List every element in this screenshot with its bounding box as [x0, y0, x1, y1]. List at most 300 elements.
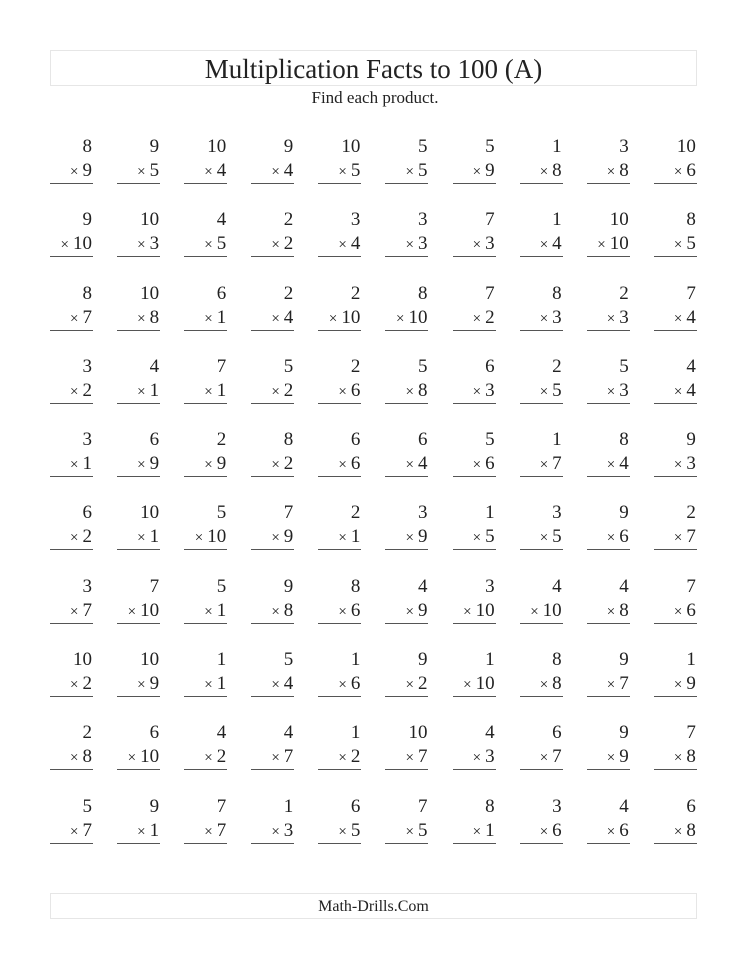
problem — [184, 501, 227, 574]
multiplier: 7 — [619, 673, 629, 695]
times-sign: × — [539, 383, 549, 400]
multiplier: 4 — [216, 160, 227, 181]
problem — [50, 135, 93, 208]
multiplier-line — [654, 232, 697, 257]
multiplicand: 7 — [149, 575, 160, 597]
multiplier-line — [453, 672, 496, 697]
problem — [587, 135, 630, 208]
multiplier-line — [50, 379, 93, 404]
multiplier: 9 — [216, 453, 227, 475]
times-sign: × — [204, 383, 213, 400]
multiplicand: 4 — [552, 575, 562, 597]
times-sign: × — [70, 310, 79, 327]
problem — [318, 135, 361, 208]
multiplier: 1 — [149, 526, 160, 548]
multiplicand: 1 — [485, 649, 495, 671]
problem — [50, 721, 93, 794]
multiplier: 8 — [686, 746, 696, 768]
multiplicand: 7 — [485, 282, 495, 304]
multiplicand: 6 — [149, 429, 160, 451]
multiplier-line — [251, 159, 294, 184]
multiplier-line — [453, 525, 496, 550]
times-sign: × — [338, 530, 347, 547]
multiplier: 4 — [686, 379, 696, 401]
multiplier: 2 — [350, 746, 361, 768]
multiplier-line — [117, 819, 160, 844]
problem — [587, 428, 630, 501]
times-sign: × — [338, 823, 347, 840]
multiplier: 7 — [552, 453, 562, 475]
multiplier-line — [251, 599, 294, 624]
multiplier: 8 — [82, 746, 92, 768]
multiplier: 10 — [609, 233, 629, 255]
multiplier-line — [385, 745, 428, 770]
times-sign: × — [539, 677, 549, 694]
multiplier-line — [520, 525, 563, 550]
times-sign: × — [606, 530, 616, 547]
multiplicand: 5 — [216, 502, 227, 524]
multiplier: 10 — [341, 306, 361, 328]
multiplicand: 8 — [552, 282, 562, 304]
multiplier: 9 — [417, 526, 428, 548]
times-sign: × — [606, 677, 616, 694]
multiplicand: 3 — [417, 209, 428, 231]
times-sign: × — [137, 310, 146, 327]
multiplier: 4 — [283, 673, 294, 695]
problem — [50, 575, 93, 648]
problem — [50, 795, 93, 868]
multiplier: 10 — [73, 233, 92, 255]
times-sign: × — [405, 677, 414, 694]
times-sign: × — [137, 457, 146, 474]
problem — [453, 648, 496, 721]
multiplicand: 8 — [417, 282, 428, 304]
multiplier-line — [251, 306, 294, 331]
times-sign: × — [137, 383, 146, 400]
multiplier: 5 — [485, 526, 495, 548]
multiplier: 10 — [140, 746, 160, 768]
multiplier-line — [453, 745, 496, 770]
multiplier: 2 — [417, 673, 428, 695]
multiplicand: 4 — [485, 722, 495, 744]
multiplier: 7 — [82, 306, 92, 328]
times-sign: × — [405, 750, 414, 767]
problem — [251, 208, 294, 281]
times-sign: × — [405, 237, 414, 254]
multiplier: 9 — [485, 160, 495, 181]
problem — [587, 721, 630, 794]
times-sign: × — [70, 530, 79, 547]
multiplicand: 3 — [485, 575, 495, 597]
multiplier: 3 — [283, 819, 294, 841]
multiplicand: 2 — [619, 282, 629, 304]
multiplier-line — [184, 819, 227, 844]
problem — [453, 428, 496, 501]
multiplicand: 9 — [619, 722, 629, 744]
problem — [453, 501, 496, 574]
multiplier-line — [654, 525, 697, 550]
times-sign: × — [137, 237, 146, 254]
times-sign: × — [204, 237, 213, 254]
times-sign: × — [597, 237, 606, 254]
multiplier-line — [453, 819, 496, 844]
multiplicand: 2 — [283, 282, 294, 304]
multiplicand: 1 — [350, 722, 361, 744]
times-sign: × — [539, 164, 549, 180]
multiplier: 7 — [82, 819, 92, 841]
multiplier: 10 — [542, 599, 562, 621]
multiplier: 1 — [149, 819, 160, 841]
multiplier: 10 — [207, 526, 227, 548]
multiplier: 9 — [82, 160, 92, 181]
multiplier-line — [184, 745, 227, 770]
multiplicand: 8 — [283, 429, 294, 451]
problem — [184, 282, 227, 355]
multiplier: 5 — [552, 526, 562, 548]
times-sign: × — [194, 530, 204, 547]
multiplier-line — [318, 452, 361, 477]
multiplicand: 4 — [619, 795, 629, 817]
multiplicand: 4 — [619, 575, 629, 597]
multiplier-line — [453, 159, 496, 184]
times-sign: × — [338, 383, 347, 400]
problem — [117, 501, 160, 574]
times-sign: × — [405, 603, 414, 620]
multiplier-line — [520, 599, 563, 624]
times-sign: × — [70, 823, 79, 840]
times-sign: × — [271, 237, 280, 254]
multiplicand: 4 — [149, 355, 160, 377]
times-sign: × — [539, 823, 549, 840]
problem — [654, 501, 697, 574]
multiplicand: 7 — [485, 209, 495, 231]
multiplier: 6 — [686, 599, 696, 621]
problem — [385, 135, 428, 208]
multiplier: 4 — [619, 453, 629, 475]
times-sign: × — [338, 677, 347, 694]
multiplier: 10 — [475, 599, 495, 621]
multiplier-line — [520, 379, 563, 404]
multiplier-line — [117, 525, 160, 550]
multiplier-line — [587, 159, 630, 184]
multiplicand: 6 — [216, 282, 227, 304]
problem — [654, 575, 697, 648]
problem — [453, 721, 496, 794]
problem — [587, 648, 630, 721]
problem — [318, 208, 361, 281]
multiplier: 2 — [283, 379, 294, 401]
multiplier-line — [385, 379, 428, 404]
problem — [117, 135, 160, 208]
multiplier-line — [251, 379, 294, 404]
multiplier-line — [587, 306, 630, 331]
multiplier: 4 — [283, 160, 294, 181]
multiplicand: 2 — [283, 209, 294, 231]
multiplicand: 1 — [283, 795, 294, 817]
problem — [50, 355, 93, 428]
multiplicand: 1 — [686, 649, 696, 671]
multiplier: 1 — [485, 819, 495, 841]
problem — [385, 648, 428, 721]
multiplier: 3 — [686, 453, 696, 475]
multiplier-line — [318, 599, 361, 624]
multiplier: 4 — [283, 306, 294, 328]
multiplier: 4 — [552, 233, 562, 255]
times-sign: × — [338, 237, 347, 254]
multiplicand: 2 — [82, 722, 92, 744]
problem — [654, 135, 697, 208]
multiplier-line — [654, 819, 697, 844]
problem — [654, 648, 697, 721]
multiplicand: 9 — [149, 136, 160, 157]
times-sign: × — [271, 750, 280, 767]
multiplier-line — [117, 306, 160, 331]
multiplicand: 4 — [216, 209, 227, 231]
multiplier-line — [385, 672, 428, 697]
multiplier-line — [251, 745, 294, 770]
multiplier: 7 — [283, 746, 294, 768]
multiplier-line — [50, 525, 93, 550]
multiplier-line — [184, 525, 227, 550]
multiplier-line — [587, 232, 630, 257]
multiplier-line — [184, 306, 227, 331]
problem — [184, 428, 227, 501]
multiplicand: 2 — [350, 355, 361, 377]
problem — [50, 208, 93, 281]
times-sign: × — [539, 310, 549, 327]
problem — [385, 282, 428, 355]
times-sign: × — [673, 750, 683, 767]
multiplier-line — [385, 452, 428, 477]
times-sign: × — [271, 603, 280, 620]
multiplier: 8 — [619, 160, 629, 181]
multiplier: 9 — [283, 526, 294, 548]
problem — [654, 282, 697, 355]
times-sign: × — [127, 603, 137, 620]
multiplier-line — [587, 745, 630, 770]
problem — [520, 355, 563, 428]
multiplicand: 8 — [350, 575, 361, 597]
multiplicand: 8 — [82, 282, 92, 304]
times-sign: × — [539, 237, 549, 254]
multiplier: 1 — [82, 453, 92, 475]
problem — [251, 795, 294, 868]
multiplier-line — [251, 525, 294, 550]
multiplier: 10 — [140, 599, 160, 621]
multiplier-line — [318, 159, 361, 184]
problem — [318, 795, 361, 868]
problem — [318, 355, 361, 428]
multiplier-line — [385, 159, 428, 184]
problem — [117, 428, 160, 501]
times-sign: × — [606, 823, 616, 840]
multiplicand: 1 — [552, 429, 562, 451]
multiplier: 9 — [149, 673, 160, 695]
multiplicand: 1 — [350, 649, 361, 671]
multiplier: 3 — [552, 306, 562, 328]
instruction-text: Find each product. — [311, 88, 439, 107]
multiplier-line — [654, 159, 697, 184]
multiplier: 6 — [686, 160, 696, 181]
problem — [184, 355, 227, 428]
multiplicand: 7 — [283, 502, 294, 524]
multiplicand: 5 — [417, 355, 428, 377]
problem — [385, 721, 428, 794]
times-sign: × — [204, 823, 213, 840]
problem — [520, 428, 563, 501]
multiplicand: 6 — [82, 502, 92, 524]
times-sign: × — [472, 457, 482, 474]
multiplicand: 1 — [552, 209, 562, 231]
problem — [385, 208, 428, 281]
multiplier-line — [117, 232, 160, 257]
times-sign: × — [338, 457, 347, 474]
multiplier-line — [654, 452, 697, 477]
multiplier: 9 — [686, 673, 696, 695]
times-sign: × — [204, 310, 213, 327]
times-sign: × — [70, 677, 79, 694]
problem — [587, 282, 630, 355]
multiplier: 8 — [552, 673, 562, 695]
multiplier-line — [117, 672, 160, 697]
multiplier-line — [385, 306, 428, 331]
multiplicand: 5 — [417, 136, 428, 157]
multiplier-line — [251, 672, 294, 697]
problem — [520, 135, 563, 208]
multiplier-line — [520, 306, 563, 331]
times-sign: × — [70, 603, 79, 620]
multiplier: 7 — [686, 526, 696, 548]
worksheet-title: Multiplication Facts to 100 (A) — [204, 54, 543, 84]
multiplier: 3 — [485, 379, 495, 401]
multiplicand: 7 — [686, 282, 696, 304]
multiplicand: 5 — [283, 649, 294, 671]
multiplier-line — [50, 672, 93, 697]
multiplier: 8 — [686, 819, 696, 841]
times-sign: × — [463, 603, 472, 620]
times-sign: × — [472, 750, 482, 767]
multiplier-line — [251, 819, 294, 844]
multiplicand: 7 — [686, 722, 696, 744]
multiplicand: 4 — [686, 355, 696, 377]
multiplicand: 3 — [350, 209, 361, 231]
multiplier: 10 — [475, 673, 495, 695]
problem — [251, 355, 294, 428]
multiplier-line — [50, 306, 93, 331]
problem — [587, 501, 630, 574]
times-sign: × — [271, 530, 280, 547]
multiplicand: 6 — [417, 429, 428, 451]
multiplier-line — [184, 452, 227, 477]
multiplier: 2 — [283, 233, 294, 255]
problem — [654, 208, 697, 281]
problem — [117, 721, 160, 794]
multiplier: 3 — [417, 233, 428, 255]
multiplicand: 8 — [82, 136, 92, 157]
times-sign: × — [204, 457, 213, 474]
multiplier: 3 — [485, 233, 495, 255]
multiplier: 1 — [216, 599, 227, 621]
times-sign: × — [472, 164, 482, 180]
multiplicand: 6 — [485, 355, 495, 377]
multiplier-line — [520, 745, 563, 770]
multiplicand: 7 — [686, 575, 696, 597]
multiplier: 10 — [408, 306, 428, 328]
multiplier-line — [117, 159, 160, 184]
times-sign: × — [137, 823, 146, 840]
multiplier-line — [520, 452, 563, 477]
multiplier: 4 — [417, 453, 428, 475]
times-sign: × — [673, 457, 683, 474]
multiplier-line — [385, 232, 428, 257]
multiplicand: 3 — [82, 575, 92, 597]
multiplier: 9 — [149, 453, 160, 475]
multiplier-line — [184, 672, 227, 697]
multiplier: 5 — [350, 819, 361, 841]
multiplier: 8 — [552, 160, 562, 181]
multiplier-line — [453, 232, 496, 257]
problem — [50, 428, 93, 501]
worksheet-title-box — [50, 50, 697, 86]
multiplier: 5 — [350, 160, 361, 181]
multiplicand: 10 — [140, 282, 160, 304]
problem — [50, 282, 93, 355]
multiplicand: 2 — [350, 502, 361, 524]
multiplicand: 5 — [485, 136, 495, 157]
problem — [318, 501, 361, 574]
problem — [184, 721, 227, 794]
multiplier-line — [520, 159, 563, 184]
problem — [251, 282, 294, 355]
multiplicand: 5 — [283, 355, 294, 377]
times-sign: × — [539, 530, 549, 547]
multiplier: 1 — [350, 526, 361, 548]
multiplicand: 3 — [82, 429, 92, 451]
problem — [50, 501, 93, 574]
problem — [318, 721, 361, 794]
multiplier-line — [654, 599, 697, 624]
times-sign: × — [137, 677, 146, 694]
multiplier-line — [654, 672, 697, 697]
times-sign: × — [70, 750, 79, 767]
problem — [50, 648, 93, 721]
multiplier: 6 — [619, 819, 629, 841]
multiplicand: 1 — [485, 502, 495, 524]
multiplier: 2 — [283, 453, 294, 475]
multiplier-line — [587, 599, 630, 624]
multiplier: 4 — [686, 306, 696, 328]
times-sign: × — [405, 164, 414, 180]
multiplicand: 2 — [216, 429, 227, 451]
multiplicand: 1 — [216, 649, 227, 671]
multiplicand: 6 — [350, 795, 361, 817]
multiplier: 1 — [216, 673, 227, 695]
multiplicand: 7 — [417, 795, 428, 817]
problem — [520, 795, 563, 868]
multiplier: 3 — [619, 379, 629, 401]
multiplier-line — [184, 379, 227, 404]
times-sign: × — [271, 823, 280, 840]
times-sign: × — [137, 530, 146, 547]
multiplier-line — [654, 745, 697, 770]
multiplier-line — [50, 745, 93, 770]
problem — [453, 355, 496, 428]
problem — [318, 575, 361, 648]
multiplier-line — [251, 232, 294, 257]
problem — [117, 575, 160, 648]
multiplier-line — [50, 599, 93, 624]
times-sign: × — [673, 310, 683, 327]
